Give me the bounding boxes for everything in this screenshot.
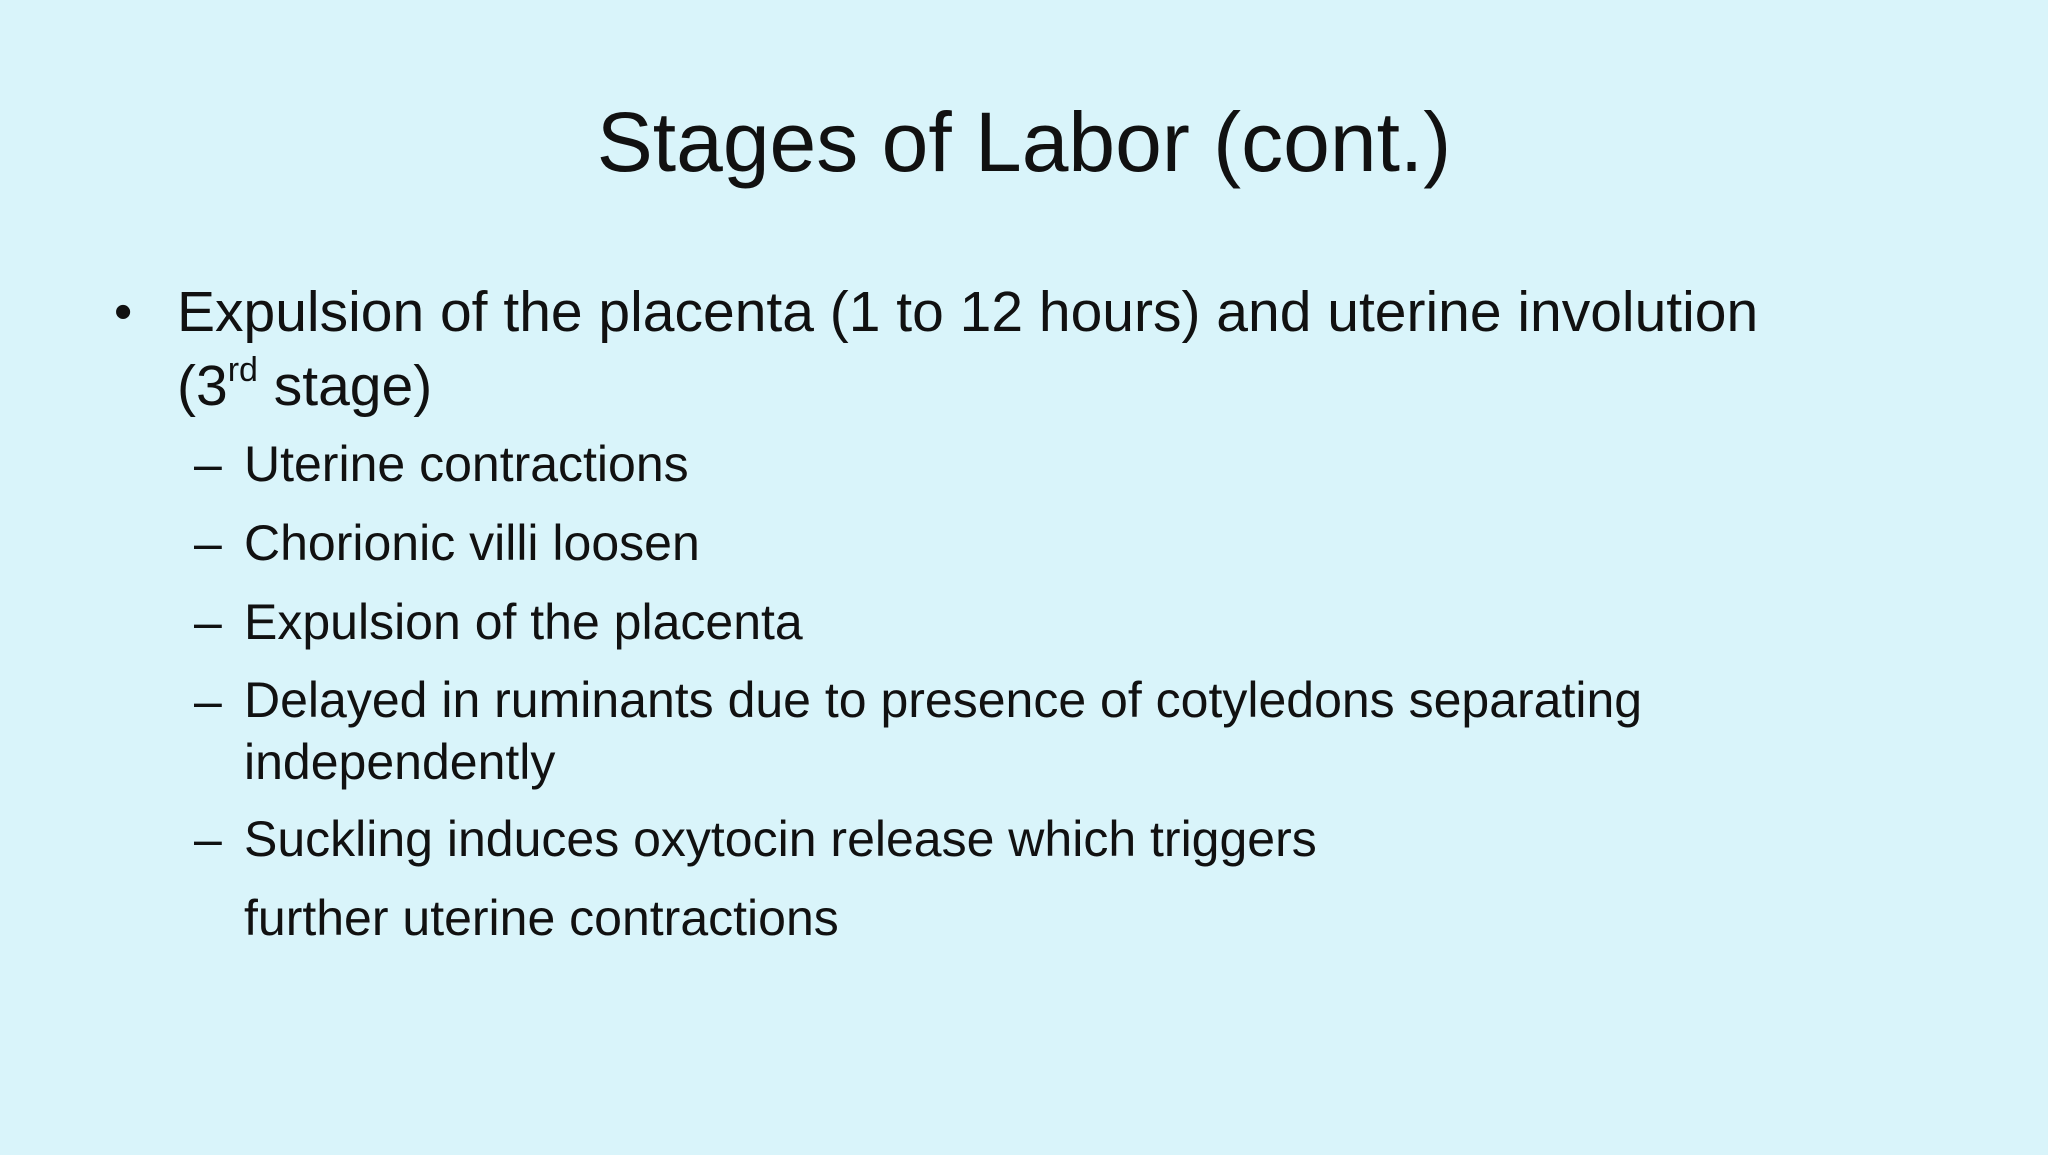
sub-bullet-text: Chorionic villi loosen [244,515,700,571]
dash-marker: – [194,811,222,867]
sub-bullet [114,807,1834,951]
sub-bullet [114,590,1834,655]
dash-marker: – [194,436,222,492]
sub-bullet [114,511,1834,576]
bullet-marker: • [114,283,133,341]
sub-bullet-list [114,432,1834,951]
sub-bullet-text: Suckling induces oxytocin release which triggers [244,811,1317,867]
sub-bullet [114,669,1834,793]
main-bullet-text-end: stage) [257,354,433,418]
dash-marker: – [194,515,222,571]
sub-bullet-text: Delayed in ruminants due to presence of cotyledons separating independently [244,672,1643,790]
dash-marker: – [194,594,222,650]
sub-bullet-text: Expulsion of the placenta [244,594,803,650]
main-bullet-text: Expulsion of the placenta (1 to 12 hours) and uterine involution (3 [177,280,1759,418]
dash-marker: – [194,673,222,729]
main-bullet-superscript: rd [227,351,258,389]
sub-bullet-text: Uterine contractions [244,436,689,492]
slide-title: Stages of Labor (cont.) [596,95,1452,189]
sub-bullet [114,432,1834,497]
bullet-list [114,275,1834,965]
main-bullet [114,275,1834,423]
sub-bullet-continuation: further uterine contractions [244,890,839,946]
